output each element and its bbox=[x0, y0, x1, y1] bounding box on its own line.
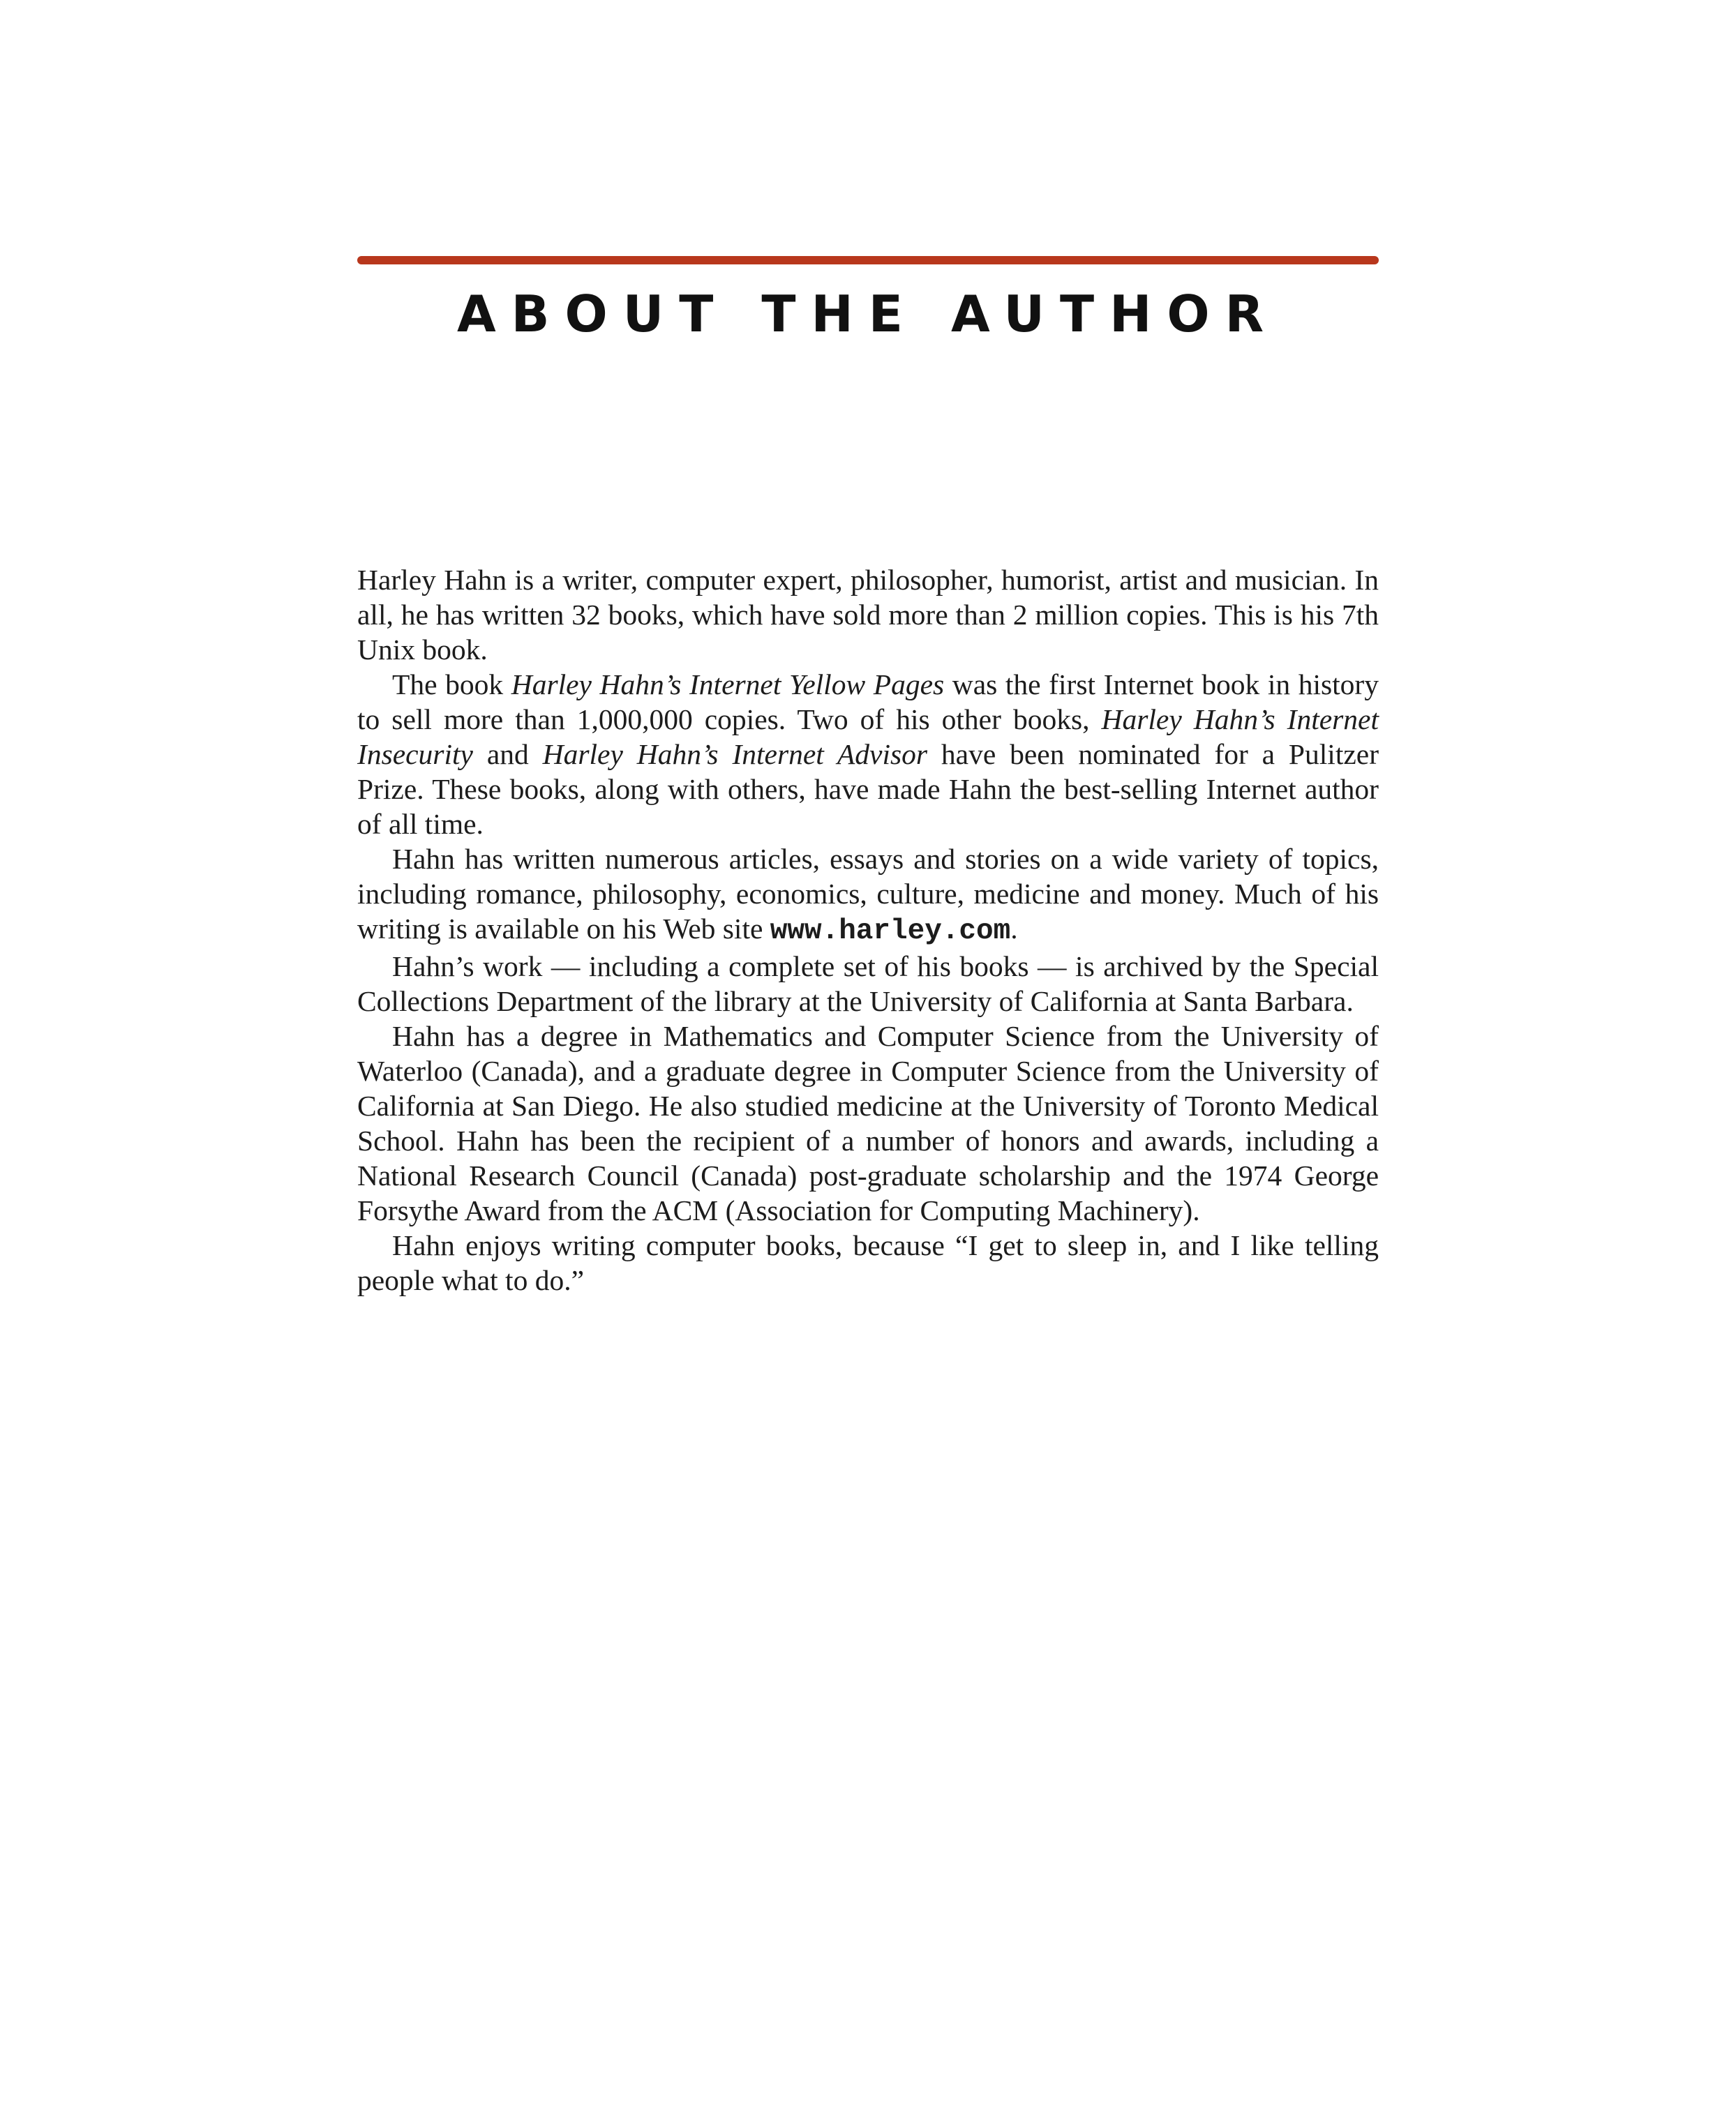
bio-text: have been nominated for a Pulitzer Prize. These books, along with others, have made Hahn the best-selling Internet author of all time. bbox=[357, 738, 1379, 840]
bio-text: was the first Internet book in history to sell more than 1,000,000 copies. Two of his other books, bbox=[357, 668, 1379, 735]
bio-text: The book bbox=[392, 668, 511, 700]
book-title: Harley Hahn’s Internet Insecurity bbox=[357, 703, 1379, 770]
book-title: Harley Hahn’s Internet Advisor bbox=[542, 738, 928, 770]
bio-paragraph-3 bbox=[357, 841, 1379, 949]
bio-paragraph-1: Harley Hahn is a writer, computer expert, philosopher, humorist, artist and musician. In all, he has written 32 books, which have sold more than 2 million copies. This is his 7th Unix book. bbox=[357, 564, 1379, 666]
author-bio bbox=[357, 562, 1379, 1298]
bio-paragraph-6: Hahn enjoys writing computer books, because “I get to sleep in, and I like telling people what to do.” bbox=[357, 1229, 1379, 1296]
bio-paragraph-5: Hahn has a degree in Mathematics and Computer Science from the University of Waterloo (Canada), and a graduate degree in Computer Science from the University of California at San Diego. He also studied medicine at the University of Toronto Medical School. Hahn has been the recipient of a number of honors and awards, including a National Research Council (Canada) post-graduate scholarship and the 1974 George Forsythe Award from the ACM (Association for Computing Machinery). bbox=[357, 1020, 1379, 1226]
bio-text: and bbox=[472, 738, 543, 770]
bio-paragraph-2 bbox=[357, 667, 1379, 841]
heading-rule bbox=[357, 256, 1379, 264]
bio-text: . bbox=[1010, 913, 1018, 945]
page-title: ABOUT THE AUTHOR bbox=[456, 285, 1280, 343]
bio-paragraph-4: Hahn’s work — including a complete set of his books — is archived by the Special Collections Department of the library at the University of California at Santa Barbara. bbox=[357, 950, 1379, 1017]
bio-text: Hahn has written numerous articles, essays and stories on a wide variety of topics, including romance, philosophy, economics, culture, medicine and money. Much of his writing is available on his Web site bbox=[357, 843, 1379, 945]
website-url: www.harley.com bbox=[770, 915, 1011, 947]
book-title: Harley Hahn’s Internet Yellow Pages bbox=[511, 668, 945, 700]
